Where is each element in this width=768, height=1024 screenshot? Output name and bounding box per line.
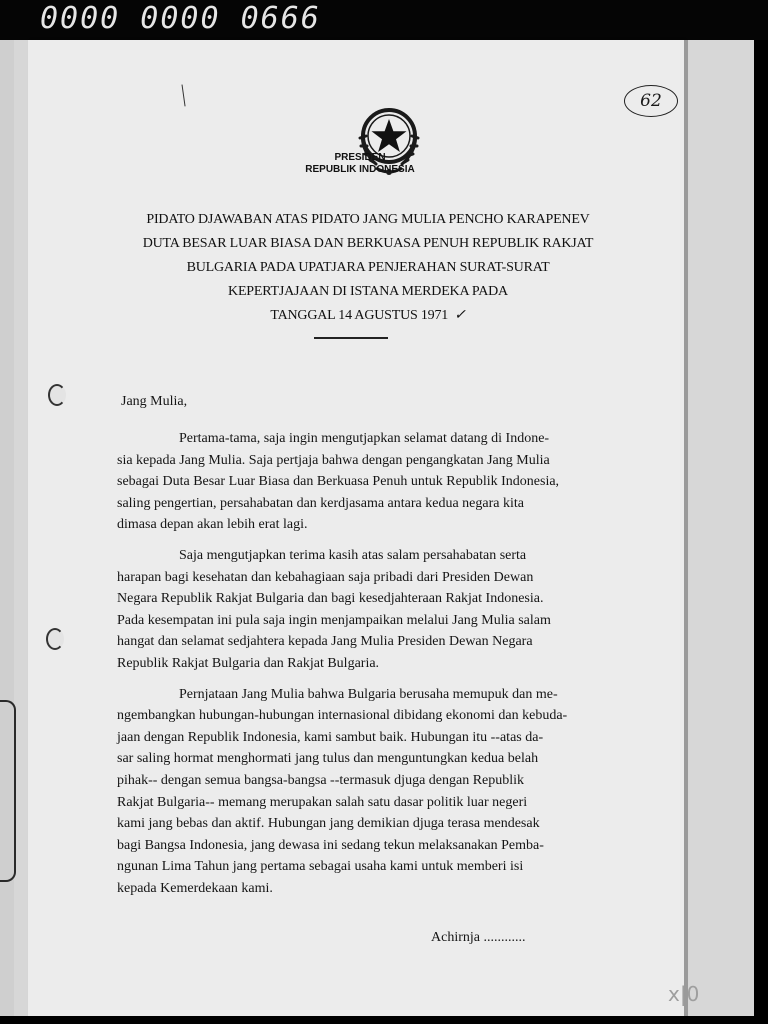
body-line: Pernjataan Jang Mulia bahwa Bulgaria berusaha memupuk dan me- bbox=[179, 686, 558, 702]
body-line: Republik Rakjat Bulgaria dan Rakjat Bulgaria. bbox=[117, 655, 380, 671]
title-line: PIDATO DJAWABAN ATAS PIDATO JANG MULIA PENCHO KARAPENEV bbox=[146, 212, 590, 227]
check-mark-icon: ✓ bbox=[454, 308, 466, 323]
letterhead-title: PRESIDEN bbox=[334, 152, 386, 163]
body-line: Negara Republik Rakjat Bulgaria dan bagi kesedjahteraan Rakjat Indonesia. bbox=[117, 591, 544, 607]
speech-body bbox=[117, 428, 625, 908]
body-line: sebagai Duta Besar Luar Biasa dan Berkuasa Penuh untuk Republik Indonesia, bbox=[117, 474, 560, 490]
title-line: KEPERTJAJAAN DI ISTANA MERDEKA PADA bbox=[228, 284, 508, 299]
body-line: bagi Bangsa Indonesia, jang dewasa ini sedang tekun melaksanakan Pemba- bbox=[117, 837, 544, 853]
body-line: ngunan Lima Tahun jang pertama sebagai usaha kami untuk memberi isi bbox=[117, 859, 524, 875]
body-line: saling pengertian, persahabatan dan kerdjasama antara kedua negara kita bbox=[117, 495, 524, 511]
paragraph-3 bbox=[117, 684, 625, 900]
pen-mark bbox=[182, 84, 192, 107]
punch-hole-top bbox=[48, 384, 66, 406]
title-line: BULGARIA PADA UPATJARA PENJERAHAN SURAT-SURAT bbox=[186, 260, 550, 275]
paragraph-1 bbox=[117, 428, 625, 536]
salutation: Jang Mulia, bbox=[121, 394, 188, 409]
page-edge bbox=[684, 40, 688, 1016]
paragraph-2 bbox=[117, 545, 625, 675]
body-line: Saja mengutjapkan terima kasih atas salam persahabatan serta bbox=[179, 547, 527, 563]
microfilm-header-bar bbox=[0, 0, 768, 40]
body-line: kepada Kemerdekaan kami. bbox=[117, 880, 273, 896]
body-line: sar saling hormat menghormati jang tulus dan menguntungkan kedua belah bbox=[117, 751, 539, 767]
body-line: jaan dengan Republik Indonesia, kami sambut baik. Hubungan itu --atas da- bbox=[117, 729, 544, 745]
closing-continuation: Achirnja ............ bbox=[431, 930, 526, 945]
body-line: hangat dan selamat sedjahtera kepada Jang Mulia Presiden Dewan Negara bbox=[117, 634, 533, 650]
folio-number: 62 bbox=[624, 85, 678, 117]
frame-number: 0000 0000 0666 bbox=[40, 1, 321, 36]
title-divider bbox=[314, 337, 388, 339]
title-date-line bbox=[118, 304, 618, 328]
body-line: pihak-- dengan semua bangsa-bangsa --termasuk djuga dengan Republik bbox=[117, 772, 525, 788]
letterhead-subtitle: REPUBLIK INDONESIA bbox=[305, 164, 415, 175]
binder-clip bbox=[0, 700, 16, 882]
body-line: Pertama-tama, saja ingin mengutjapkan selamat datang di Indone- bbox=[179, 431, 550, 446]
title-date: TANGGAL 14 AGUSTUS 1971 bbox=[270, 308, 449, 323]
body-line: Rakjat Bulgaria-- memang merupakan salah satu dasar politik luar negeri bbox=[117, 794, 528, 810]
body-line: ngembangkan hubungan-hubungan internasional dibidang ekonomi dan kebuda- bbox=[117, 708, 568, 724]
corner-mark: x|0 bbox=[668, 982, 700, 1006]
body-line: harapan bagi kesehatan dan kebahagiaan saja pribadi dari Presiden Dewan bbox=[117, 569, 534, 585]
speech-title bbox=[118, 208, 618, 328]
title-line: DUTA BESAR LUAR BIASA DAN BERKUASA PENUH REPUBLIK RAKJAT bbox=[142, 236, 594, 251]
body-line: dimasa depan akan lebih erat lagi. bbox=[117, 517, 308, 533]
body-line: kami jang bebas dan aktif. Hubungan jang demikian djuga terasa mendesak bbox=[117, 816, 540, 832]
body-line: sia kepada Jang Mulia. Saja pertjaja bahwa dengan pengangkatan Jang Mulia bbox=[117, 452, 550, 468]
body-line: Pada kesempatan ini pula saja ingin menjampaikan melalui Jang Mulia salam bbox=[117, 612, 551, 628]
letterhead bbox=[260, 152, 460, 176]
punch-hole-middle bbox=[46, 628, 64, 650]
